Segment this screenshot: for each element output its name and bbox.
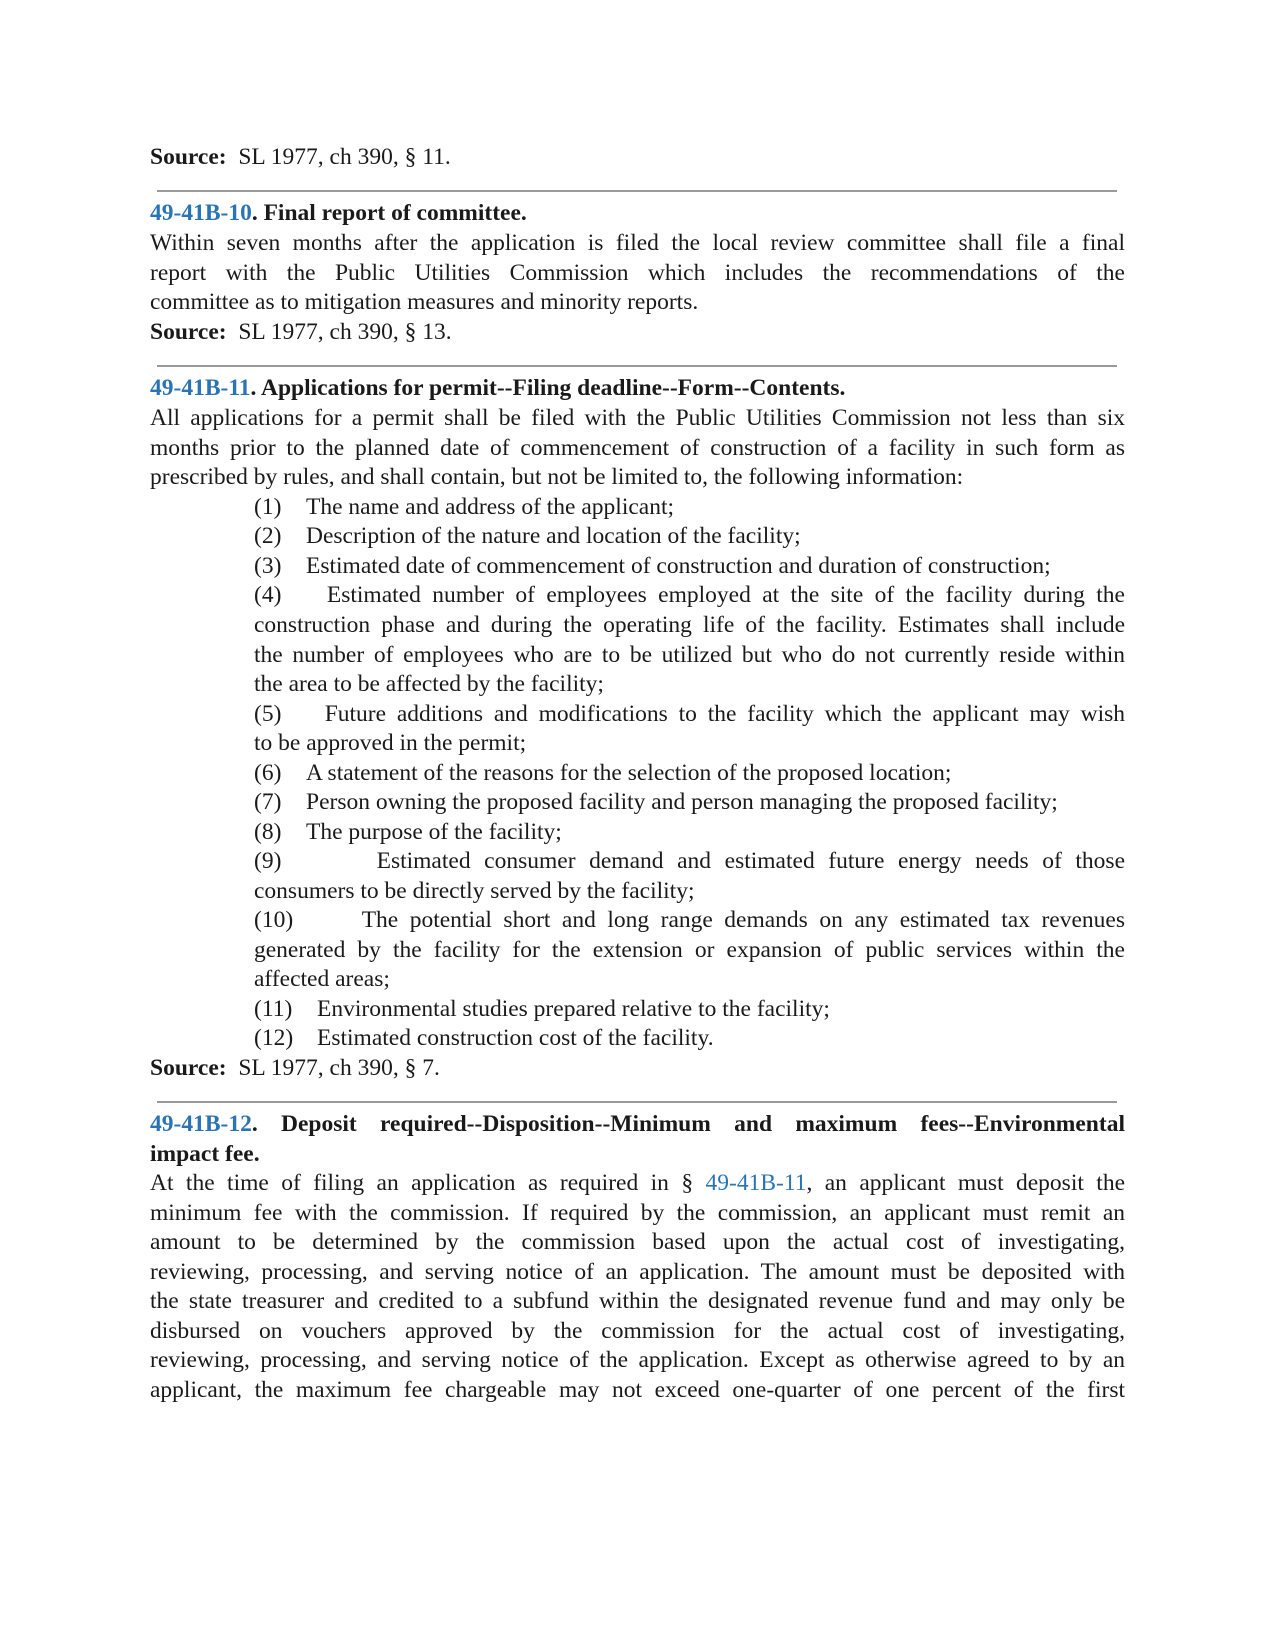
- list-item: (9) Estimated consumer demand and estimated future energy needs of those: [254, 848, 1125, 874]
- section-divider: [157, 365, 1117, 367]
- section-divider: [157, 1101, 1117, 1103]
- body-line: All applications for a permit shall be filed with the Public Utilities Commission not less than six: [150, 405, 1125, 431]
- section-link[interactable]: 49-41B-11: [150, 375, 251, 401]
- section-link[interactable]: 49-41B-12: [150, 1111, 252, 1137]
- body-line: applicant, the maximum fee chargeable may not exceed one-quarter of one percent of the first: [150, 1377, 1125, 1403]
- section-heading: 49-41B-11. Applications for permit--Filing deadline--Form--Contents.: [150, 375, 846, 401]
- body-line: the state treasurer and credited to a subfund within the designated revenue fund and may only be: [150, 1288, 1125, 1314]
- body-line: months prior to the planned date of commencement of construction of a facility in such form as: [150, 435, 1125, 461]
- list-item: (1) The name and address of the applicant;: [254, 494, 675, 520]
- body-line: Within seven months after the application is filed the local review committee shall file a final: [150, 230, 1125, 256]
- source-line: Source: SL 1977, ch 390, § 7.: [150, 1055, 440, 1081]
- list-item-continuation: affected areas;: [254, 966, 390, 992]
- list-item-continuation: the area to be affected by the facility;: [254, 671, 604, 697]
- body-line: committee as to mitigation measures and minority reports.: [150, 289, 699, 315]
- body-line: report with the Public Utilities Commission which includes the recommendations of the: [150, 260, 1125, 286]
- list-item: (5) Future additions and modifications to the facility which the applicant may wish: [254, 701, 1126, 727]
- list-item: (12) Estimated construction cost of the facility.: [254, 1025, 714, 1051]
- source-line: Source: SL 1977, ch 390, § 11.: [150, 144, 451, 170]
- list-item: (11) Environmental studies prepared relative to the facility;: [254, 996, 830, 1022]
- list-item-continuation: consumers to be directly served by the facility;: [254, 878, 695, 904]
- list-item: (3) Estimated date of commencement of construction and duration of construction;: [254, 553, 1051, 579]
- source-line: Source: SL 1977, ch 390, § 13.: [150, 319, 452, 345]
- body-line: amount to be determined by the commission based upon the actual cost of investigating,: [150, 1229, 1125, 1255]
- list-item: (4) Estimated number of employees employed at the site of the facility during the: [254, 582, 1125, 608]
- section-divider: [157, 190, 1117, 192]
- list-item: (8) The purpose of the facility;: [254, 819, 562, 845]
- body-line: At the time of filing an application as required in § 49-41B-11, an applicant must deposit the: [150, 1170, 1126, 1196]
- body-line: disbursed on vouchers approved by the commission for the actual cost of investigating,: [150, 1318, 1125, 1344]
- list-item: (10) The potential short and long range demands on any estimated tax revenues: [254, 907, 1125, 933]
- list-item-continuation: the number of employees who are to be utilized but who do not currently reside within: [254, 642, 1125, 668]
- list-item-continuation: to be approved in the permit;: [254, 730, 527, 756]
- cross-reference-link[interactable]: 49-41B-11: [705, 1170, 807, 1196]
- list-item: (7) Person owning the proposed facility and person managing the proposed facility;: [254, 789, 1058, 815]
- section-heading: 49-41B-10. Final report of committee.: [150, 200, 527, 226]
- list-item: (2) Description of the nature and location of the facility;: [254, 523, 801, 549]
- body-line: prescribed by rules, and shall contain, but not be limited to, the following information:: [150, 464, 964, 490]
- list-item-continuation: construction phase and during the operating life of the facility. Estimates shall include: [254, 612, 1125, 638]
- section-heading: 49-41B-12. Deposit required--Disposition--Minimum and maximum fees--Environmental: [150, 1111, 1125, 1137]
- section-link[interactable]: 49-41B-10: [150, 200, 252, 226]
- body-line: reviewing, processing, and serving notice of the application. Except as otherwise agreed to by an: [150, 1347, 1125, 1373]
- list-item-continuation: generated by the facility for the extension or expansion of public services within the: [254, 937, 1125, 963]
- list-item: (6) A statement of the reasons for the selection of the proposed location;: [254, 760, 952, 786]
- body-line: reviewing, processing, and serving notice of an application. The amount must be deposited with: [150, 1259, 1125, 1285]
- body-line: minimum fee with the commission. If required by the commission, an applicant must remit an: [150, 1200, 1125, 1226]
- section-heading-continuation: impact fee.: [150, 1141, 260, 1167]
